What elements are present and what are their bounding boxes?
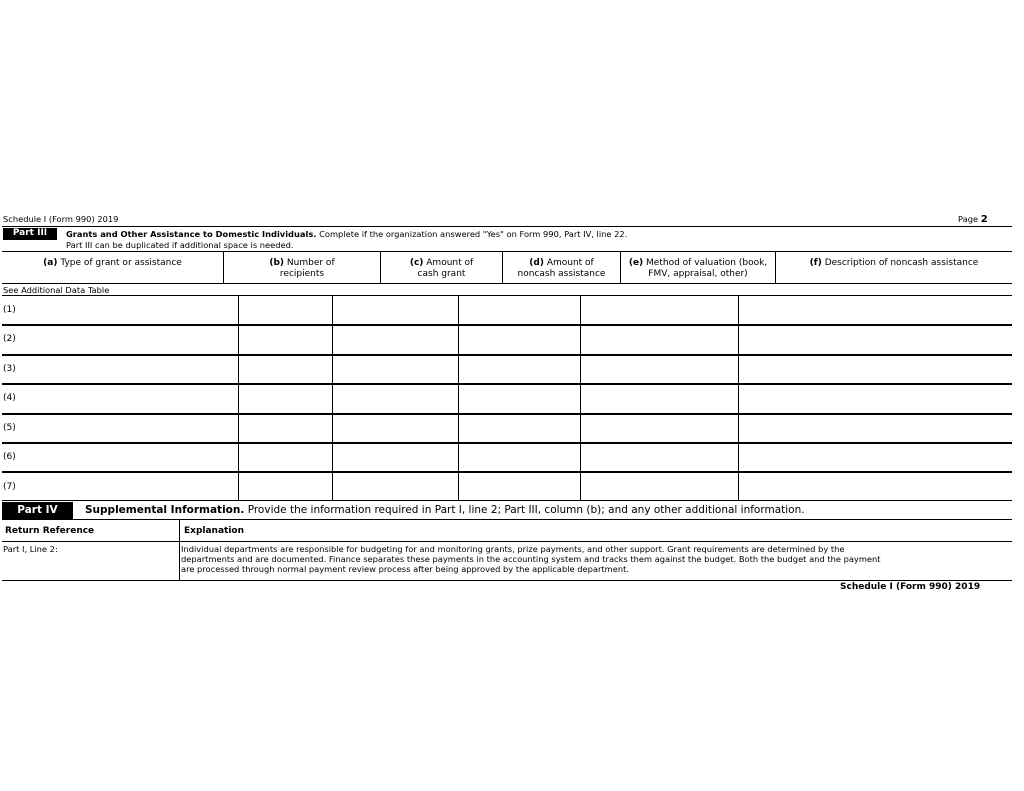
row-rule [2,354,1012,356]
part-iii-note: Part III can be duplicated if additional space is needed. [66,240,294,250]
explanation-text: Individual departments are responsible for budgeting for and monitoring grants, prize payments, and other support. Grant requirements are determined by the departments and are documented. Finance separates these payments in the accounting system and tracks them against the budget. Both the budget and the payment are processed through normal payment review process after being approved by the applicable department. [181,544,881,574]
part-iv-bottom-rule [2,580,1012,581]
column-header-rule [2,283,1012,284]
part-iii-bottom-rule [2,500,1012,501]
part-iv-col-divider [179,520,180,581]
part-iv-rule [2,519,1012,520]
row-rule [2,324,1012,326]
column-header-b: (b) Number of recipients [269,258,335,279]
row-rule [2,413,1012,415]
column-header-f: (f) Description of noncash assistance [809,258,979,268]
column-header-a: (a) Type of grant or assistance [43,258,182,268]
part-iv-header-rule [2,541,1012,542]
return-reference: Part I, Line 2: [3,544,58,554]
form-name: Schedule I (Form 990) 2019 [3,214,119,224]
row-label: (5) [3,423,16,433]
explanation-header: Explanation [184,526,245,536]
row-rule [2,383,1012,385]
part-iii-instruction: Complete if the organization answered "Yes" on Form 990, Part IV, line 22. [319,229,628,239]
part-iv-title: Supplemental Information. [85,504,245,516]
row-label: (2) [3,334,16,344]
row-rule [2,442,1012,444]
row-label: (1) [3,305,16,315]
row-label: (3) [3,364,16,374]
part-iii-badge: Part III [3,228,57,240]
footer-form-name: Schedule I (Form 990) 2019 [840,582,981,592]
return-reference-header: Return Reference [5,526,95,536]
page-indicator [958,214,988,225]
row-rule [2,471,1012,473]
part-iii-title: Grants and Other Assistance to Domestic Individuals. [66,229,317,239]
column-header-c: (c) Amount of cash grant [409,258,474,279]
page-label: Page [958,214,979,224]
column-header-e: (e) Method of valuation (book, FMV, appraisal, other) [628,258,768,279]
header-rule [2,226,1012,227]
table-top-rule [2,295,1012,296]
part-iii-header-rule-top [2,251,1012,252]
row-label: (6) [3,452,16,462]
part-iv-heading [85,504,805,516]
additional-data-note: See Additional Data Table [3,285,110,295]
part-iv-instruction: Provide the information required in Part I, line 2; Part III, column (b); and any other additional information. [247,504,805,516]
column-header-d: (d) Amount of noncash assistance [517,258,606,279]
part-iii-heading [66,229,627,239]
part-iv-badge: Part IV [2,502,73,519]
row-label: (7) [3,482,16,492]
row-label: (4) [3,393,16,403]
page-number: 2 [980,214,988,225]
